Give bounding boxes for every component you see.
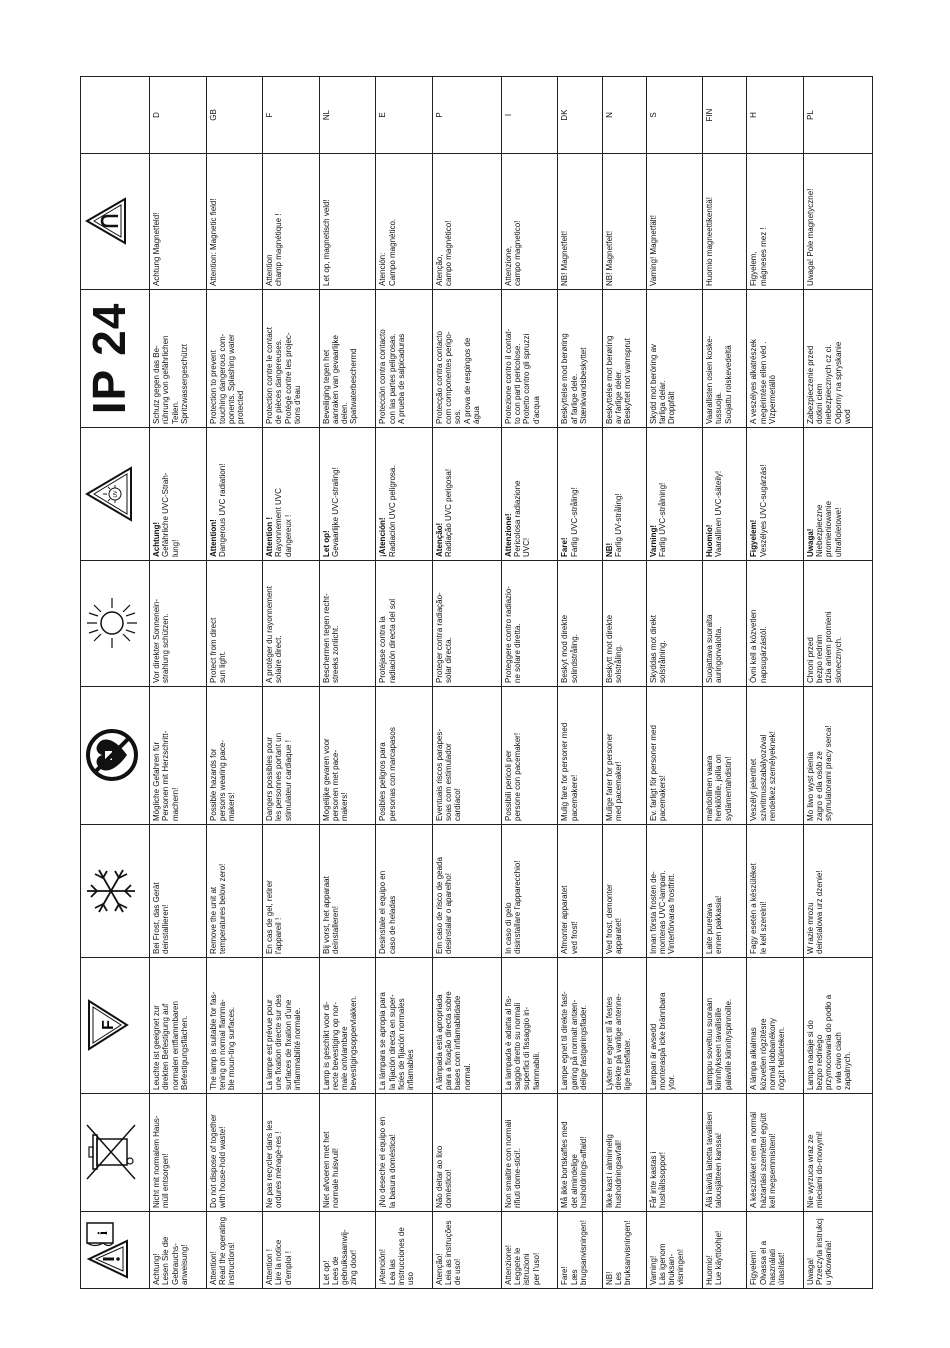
mounting-surface-text: Lykten er egnet til å festes direkte på vanlige antenne- lige festeflater. [604, 993, 633, 1090]
uvc-radiation-text-cell [558, 428, 602, 561]
language-row [150, 77, 207, 1289]
pacemaker-text: Ev. farligt för personer med pacemakers! [648, 725, 667, 821]
uvc-radiation-text: Uwaga! Niebezpieczne promieniowanie ultrafioletowe! [805, 500, 843, 557]
uvc-radiation-text: Varning! Farlig UVC-strålning! [648, 482, 667, 557]
language-row [376, 77, 433, 1289]
instructions-text-cell [319, 1212, 376, 1289]
mounting-surface-text-cell [150, 958, 207, 1094]
pacemaker-text-cell [150, 687, 207, 825]
ip-protection-text-cell [558, 290, 602, 428]
mounting-surface-text: Leuchte ist geeignet zur direkten Befestigung auf normalen entflammbaren Befestigungsflächen. [152, 1001, 189, 1090]
mounting-surface-text-cell [376, 958, 433, 1094]
frost-text: Remove the unit at temperatures below zero! [208, 863, 227, 954]
frost-text: Em caso de risco de geada desinstalar o aparelho! [434, 857, 454, 954]
pacemaker-text-cell [263, 687, 320, 825]
sunlight-text-cell [646, 561, 703, 687]
language-code: D [150, 77, 207, 154]
ip-protection-text-cell [602, 290, 646, 428]
pacemaker-text-cell [432, 687, 501, 825]
mounting-surface-text-cell [558, 958, 602, 1094]
language-row [501, 77, 558, 1289]
sunlight-text-cell [206, 561, 263, 687]
language-row [646, 77, 703, 1289]
mounting-surface-text: A lâmpada está apropriada para a fixação directa sobre bases com inflamabilidade normal. [434, 991, 472, 1090]
sunlight-text: Proteggere contro radiazio- ne solare diretta. [503, 586, 523, 683]
ip-protection-text: Zabezpieczenie przed dotkni ciem niebezpiecznych cz ci. Odporny na spryskanie wod [805, 341, 852, 424]
frost-text-cell [150, 825, 207, 958]
language-code: DK [558, 77, 602, 154]
disposal-text-cell [602, 1094, 646, 1212]
sunlight-text-cell [319, 561, 376, 687]
sunlight-text-cell [432, 561, 501, 687]
instructions-text: Atenção! Leia as instruções de uso! [434, 1220, 463, 1285]
sun-cell [81, 561, 150, 687]
instructions-text: Huomio! Lue käyttöohje! [705, 1230, 724, 1285]
magnetic-field-text: Atenção, campo magnético! [434, 220, 454, 286]
mounting-surface-text: Lampe egnet til direkte fast- gøring på normalt antæn- delige fastgøringsflader. [560, 991, 588, 1090]
language-code: NL [319, 77, 376, 154]
instructions-text-cell [558, 1212, 602, 1289]
ip-protection-text-cell [319, 290, 376, 428]
uvc-radiation-text: Figyelem! Veszélyes UVC-sugárzás! [749, 464, 768, 557]
pacemaker-cell [81, 687, 150, 825]
frost-text: W razie mrozu deinstalowa urz dzenie! [805, 870, 825, 954]
disposal-text-cell [558, 1094, 602, 1212]
uvc-radiation-text-cell [501, 428, 558, 561]
language-row [747, 77, 804, 1289]
frost-text: Afmonter apparatet ved frost! [560, 885, 579, 954]
magnetic-field-text: Achtung Magnetfeld! [152, 212, 161, 286]
pacemaker-text: Possibili pericoli per persone con pacemaker! [503, 732, 523, 821]
frost-text-cell [646, 825, 703, 958]
instructions-text-cell [501, 1212, 558, 1289]
instructions-text: Attention ! Lire la notice d'emploi ! [265, 1239, 293, 1285]
magnetic-field-text: NB! Magnetfelt! [560, 230, 570, 286]
magnetic-field-text-cell [501, 154, 558, 290]
magnetic-field-text-cell [703, 154, 747, 290]
uvc-radiation-text: Fare! Farlig UVC-stråling! [560, 487, 579, 557]
disposal-text: Nicht mit normalem Haus- müll entsorgen! [152, 1115, 171, 1208]
frost-text: En cas de gel, retirer l'appareil ! [265, 880, 284, 954]
instructions-text-cell [747, 1212, 804, 1289]
disposal-text: Non smaltire con normali rifiuti dome-stici!. [503, 1119, 523, 1208]
frost-text-cell [432, 825, 501, 958]
mounting-surface-text: La lampe est prévue pour une fixation directe sur des surfaces de fixation d'une inflammabilité normale. [265, 994, 302, 1090]
magnetic-field-text: Let op, magnetisch veld! [321, 199, 331, 286]
disposal-text: Ikke kast i alminnelig husholdningsavfall! [604, 1134, 623, 1208]
uvc-radiation-text-cell [263, 428, 320, 561]
disposal-text: Älä hävitä laitetta tavallisen talousjätteen kanssa! [705, 1111, 724, 1208]
mounting-surface-text: Lampan är avsedd monteraspå icke brännbara ytor. [648, 992, 677, 1090]
uvc-radiation-text: ¡Atención! Radiación UVC peligrosa. [378, 465, 397, 557]
mounting-surface-text: Lamppu soveltuu suoraan kiinnitykseen tavallisille palaville kiinnityspinnoille. [705, 997, 733, 1090]
sunlight-text-cell [747, 561, 804, 687]
magnetic-field-text-cell [150, 154, 207, 290]
magnetic-field-text: Attention champ magnétique ! [265, 213, 284, 286]
language-code: I [501, 77, 558, 154]
disposal-text: Må ikke bortskaffes med det almindelige husholdnings-affald! [560, 1121, 588, 1208]
mounting-surface-text-cell [263, 958, 320, 1094]
ip-protection-text: Protection to prevent touching dangerous com- ponents. Splashing water protected [208, 333, 246, 424]
uvc-radiation-text: NB! Farlig UV-stråling! [604, 493, 623, 557]
mounting-surface-text-cell [319, 958, 376, 1094]
sunlight-text-cell [376, 561, 433, 687]
sunlight-text: Óvni kell a közvetlen napsugárzástól. [749, 609, 768, 683]
language-code: N [602, 77, 646, 154]
magnetic-field-text-cell [803, 154, 872, 290]
sunlight-text: Proteger contra radiação- solar directa. [434, 592, 454, 683]
mounting-surface-text-cell [206, 958, 263, 1094]
instructions-text-cell [263, 1212, 320, 1289]
svg-text:F: F [100, 1020, 117, 1031]
frost-text-cell [263, 825, 320, 958]
read-instructions-warning-icon [83, 1219, 135, 1281]
pacemaker-text-cell [803, 687, 872, 825]
ip-protection-text-cell [747, 290, 804, 428]
instructions-text: Attention! Read the operating instructions! [208, 1216, 237, 1285]
disposal-text-cell [646, 1094, 703, 1212]
disposal-text: A készüléket nem a normál háztartási szeméttel együtt kell megsemmisíteni! [749, 1111, 777, 1208]
sunlight-text: Beskyt mod direkte solindstråling. [560, 614, 579, 683]
ip-protection-text: Schutz gegen das Be- rührung von gefährlichen Teilen. Spritzwassergeschützt [152, 335, 189, 424]
magnetic-field-text-cell [263, 154, 320, 290]
instructions-text: ¡Atención! Lea las instrucciones de uso [378, 1227, 416, 1285]
disposal-text: Får inte kastas i hushållssoppor! [648, 1151, 667, 1208]
language-code: PL [803, 77, 872, 154]
uvc-radiation-text-cell [432, 428, 501, 561]
uvc-radiation-text-cell [150, 428, 207, 561]
ip-protection-text-cell [432, 290, 501, 428]
frost-text: Desinstale el equipo en caso de heladas [378, 870, 397, 954]
pacemaker-text: Possible hazards for persons wearing pace- makers! [208, 740, 237, 821]
document-warning-cell [81, 1212, 150, 1289]
magnetic-field-text: Uwaga! Pole magnetyczne! [805, 188, 815, 286]
instructions-text-cell [150, 1212, 207, 1289]
ip-rating-label: IP 24 [83, 302, 135, 415]
ip-protection-text-cell [150, 290, 207, 428]
crossed-out-bin-icon [83, 1118, 139, 1188]
mounting-surface-text-cell [803, 958, 872, 1094]
sunlight-text-cell [150, 561, 207, 687]
language-row [206, 77, 263, 1289]
ip-protection-text-cell [263, 290, 320, 428]
magnetic-field-text: NB! Magnetfelt! [604, 230, 614, 286]
language-row [432, 77, 501, 1289]
no-pacemaker-icon [83, 727, 141, 785]
frost-text-cell [319, 825, 376, 958]
sunlight-text: Beskytt mot direkte solstråling. [604, 614, 623, 683]
ip-protection-text: Beveiliging tegen het aanraken van gevaarlijke delen. Spatwaterbeschermd [321, 335, 359, 424]
frost-text-cell [376, 825, 433, 958]
pacemaker-text-cell [747, 687, 804, 825]
language-row [703, 77, 747, 1289]
disposal-text-cell [319, 1094, 376, 1212]
language-code: P [432, 77, 501, 154]
instructions-text: Varning! Läs igenom bruksan- visningen! [648, 1243, 686, 1285]
frost-text-cell [703, 825, 747, 958]
pacemaker-text-cell [646, 687, 703, 825]
frost-text: Innan första frosten de- monteras UVC-lampan. Vinterförvaras frostfritt. [648, 870, 677, 954]
language-row [602, 77, 646, 1289]
magnetic-field-warning-icon [83, 196, 129, 248]
disposal-text-cell [432, 1094, 501, 1212]
sunlight-text: Protect from direct sun light. [208, 617, 227, 683]
instructions-text-cell [432, 1212, 501, 1289]
frost-text: In caso di gelo disinstallare l'apparecchio! [503, 860, 523, 954]
snowflake-icon [83, 863, 139, 919]
sunlight-text-cell [602, 561, 646, 687]
sun-icon [83, 595, 141, 653]
instructions-text: Attenzione! Leggete le istruzioni per l'uso! [503, 1244, 541, 1285]
mounting-surface-text: Lampa nadaje si do bezpo redniego przymocowania do podło a o wła ciwo ciach zapalnych. [805, 994, 852, 1090]
instructions-text-cell [376, 1212, 433, 1289]
magnet-warning-cell [81, 154, 150, 290]
pacemaker-text: mahdollinen vaara henkilöille, joilla on sydämentahdistin! [705, 754, 733, 821]
rotated-table-stage [80, 77, 873, 1289]
mounting-surface-text-cell [432, 958, 501, 1094]
instructions-text-cell [602, 1212, 646, 1289]
disposal-text-cell [501, 1094, 558, 1212]
language-row [263, 77, 320, 1289]
pacemaker-text-cell [558, 687, 602, 825]
pacemaker-text-cell [703, 687, 747, 825]
mounting-surface-text: Lamp is geschikt voor di- recte bevestiging op nor- male ontvlambare bevestigingsoppervlakken. [321, 995, 359, 1090]
ip-protection-text: A veszélyes alkatrészek megérintése ellen véd . Vízpermetálló [749, 339, 777, 424]
magnetic-field-text: Attenzione, campo magnetico! [503, 220, 523, 286]
language-code: GB [206, 77, 263, 154]
frost-text-cell [501, 825, 558, 958]
language-row [319, 77, 376, 1289]
magnetic-field-text-cell [747, 154, 804, 290]
instructions-text: Fare! Læs brugsanvisningen! [560, 1220, 588, 1285]
pacemaker-text: Mulig fare for personer med pacemakere! [560, 722, 579, 821]
ip-protection-text: Skydd mot beröring av farliga delar. Droppfält [648, 343, 677, 424]
pacemaker-text: Dangers possibles pour les personnes portant un stimulateur cardiaque ! [265, 732, 293, 821]
sunlight-text-cell [263, 561, 320, 687]
snowflake-cell [81, 825, 150, 958]
disposal-text-cell [747, 1094, 804, 1212]
ip-protection-text-cell [376, 290, 433, 428]
mounting-surface-text-cell [747, 958, 804, 1094]
instructions-text: Uwaga! Przeczyta instrukcj u ytkowania! [805, 1218, 834, 1285]
instructions-text-cell [703, 1212, 747, 1289]
ip-protection-text-cell [703, 290, 747, 428]
sunlight-text: Protéjase contra la radiación directa del sol [378, 598, 397, 683]
frost-text: Ved frost, demonter apparatet! [604, 884, 623, 954]
uvc-radiation-text: Atenção! Radiação UVC perigosa! [434, 468, 454, 557]
sunlight-text: Beschermen tegen recht- streeks zonlicht. [321, 593, 340, 683]
uvc-radiation-text-cell [803, 428, 872, 561]
uvc-radiation-text: Attention! Dangerous UVC radiation! [208, 463, 227, 557]
mounting-surface-text-cell [501, 958, 558, 1094]
language-row [803, 77, 872, 1289]
frost-text-cell [803, 825, 872, 958]
frost-text: Bij vorst, het apparaat deïnstalleren! [321, 876, 340, 954]
sunlight-text: A protéger du rayonnement solaire direct. [265, 586, 284, 683]
language-code: F [263, 77, 320, 154]
pacemaker-text: Mogelijke gevaren voor personen met pace- makers! [321, 738, 350, 821]
ip-protection-text-cell [206, 290, 263, 428]
pacemaker-text-cell [602, 687, 646, 825]
uvc-radiation-text: Huomio! Vaarallinen UVC-säteily! [705, 470, 724, 557]
sunlight-text-cell [558, 561, 602, 687]
uvc-warning-cell [81, 428, 150, 561]
pacemaker-text: Mo liwo wyst pienia zagro e dla osób ze stymulatorami pracy serca! [805, 725, 834, 821]
frost-text: Laite puretava ennen pakkasia! [705, 895, 724, 954]
disposal-text: Ne pas recycler dans les ordures ménagè-res ! [265, 1120, 284, 1208]
frost-text-cell [558, 825, 602, 958]
magnetic-field-text-cell [646, 154, 703, 290]
magnetic-field-text: Atención: Campo magnético. [378, 218, 397, 286]
mounting-surface-text: La lámpara se apropia para la fijación directa en super- ficies de fijación normales inflamables [378, 992, 416, 1090]
pacemaker-text: Eventuais riscos parapes- soas com estimulador cardíaco! [434, 728, 463, 821]
sunlight-text: Chroni przed bezpo rednim dzia aniem promieni slonecznych. [805, 611, 843, 683]
mounting-surface-text: La lampada è adatta al fis- saggio diretto su normali superfici di fissaggio in- fiammabili. [503, 995, 541, 1090]
ip-protection-text-cell [803, 290, 872, 428]
ip-protection-text: Protección contra contacto con las partes peligrosas. A prueba de salpicaduras [378, 329, 406, 424]
bin-cell [81, 1094, 150, 1212]
disposal-text-cell [703, 1094, 747, 1212]
disposal-text: Não deitar ao lixo doméstico! [434, 1145, 454, 1208]
instructions-text-cell [646, 1212, 703, 1289]
ip-protection-text-cell [501, 290, 558, 428]
magnetic-field-text-cell [376, 154, 433, 290]
ip-protection-text-cell [646, 290, 703, 428]
uvc-warning-icon [83, 464, 135, 524]
sunlight-text: Suojattava suoralta auringonvalolta. [705, 614, 724, 683]
uvc-radiation-text-cell [376, 428, 433, 561]
frost-text: Bei Frost, das Gerät deinstallieren! [152, 882, 171, 954]
language-code: H [747, 77, 804, 154]
svg-text:UV: UV [113, 490, 119, 498]
pacemaker-text-cell [206, 687, 263, 825]
mounting-surface-text-cell [703, 958, 747, 1094]
language-code: FIN [703, 77, 747, 154]
disposal-text-cell [150, 1094, 207, 1212]
pacemaker-text: Posibles peligros para personas con marcapasos [378, 727, 397, 821]
ip-protection-text: Protection contre le contact de pièces dangereuses. Protégé contre les projec- tions d'eau [265, 327, 302, 424]
language-row [558, 77, 602, 1289]
disposal-text-cell [376, 1094, 433, 1212]
magnetic-field-text-cell [602, 154, 646, 290]
corner-blank-cell [81, 77, 150, 154]
mounting-surface-text: The lamp is suitable for fas- tening on normal flamma- ble moun-ting surfaces. [208, 991, 237, 1090]
instructions-text: Figyelem! Olvassa el a használati útasítást! [749, 1240, 787, 1285]
pacemaker-text: Mulige farer for personer med pacemaker! [604, 733, 623, 821]
language-code: S [646, 77, 703, 154]
pacemaker-text-cell [319, 687, 376, 825]
instructions-text-cell [206, 1212, 263, 1289]
magnetic-field-text-cell [319, 154, 376, 290]
disposal-text: ¡No deseche el equipo en la basura doméstica! [378, 1116, 397, 1208]
safety-symbols-table [80, 76, 873, 1289]
magnetic-field-text-cell [206, 154, 263, 290]
pacemaker-text-cell [376, 687, 433, 825]
uvc-radiation-text: Attenzione! Pericolosa radiazione UVC! [503, 480, 532, 557]
uvc-radiation-text-cell [747, 428, 804, 561]
sunlight-text-cell [703, 561, 747, 687]
sunlight-text: Vor direkter Sonnenein- strahlung schützen. [152, 598, 171, 683]
frost-text-cell [206, 825, 263, 958]
sunlight-text-cell [501, 561, 558, 687]
uvc-radiation-text-cell [703, 428, 747, 561]
svg-text:i: i [96, 1231, 111, 1235]
magnetic-field-text: Huomio magneettikenttä! [705, 197, 715, 286]
magnetic-field-text: Figyelem, mágneses mez ! [749, 227, 768, 286]
disposal-text-cell [263, 1094, 320, 1212]
symbol-row [81, 77, 150, 1289]
pacemaker-text: Veszélyt jelenthet szívritmusszabályozóval rendelkez személyeknek! [749, 731, 777, 821]
frost-text-cell [747, 825, 804, 958]
uvc-radiation-text: Let op! Gevaarlijke UVC-straling! [321, 467, 340, 557]
uvc-radiation-text-cell [646, 428, 703, 561]
frost-text-cell [602, 825, 646, 958]
mounting-surface-text-cell [646, 958, 703, 1094]
sunlight-text-cell [803, 561, 872, 687]
ip-protection-text: Protezione contro il contat- to con parti pericolose. Protetto contro gli spruzzi d'acqua [503, 328, 541, 424]
f-mark-triangle-icon [83, 998, 131, 1054]
ip-rating-cell [81, 290, 150, 428]
uvc-radiation-text-cell [602, 428, 646, 561]
uvc-radiation-text-cell [206, 428, 263, 561]
ip-protection-text: Beskyttelse mot berøring av farlige deler. Beskyttet mot vannsprut [604, 335, 633, 424]
ip-protection-text: Beskyttelse mod berøring af farlige dele. Stænkvandsbeskyttet [560, 333, 588, 424]
pacemaker-text: Mögliche Gefahren für Personen mit Herzschritt- machern! [152, 730, 180, 821]
mounting-surface-text: A lámpa alkalmas közvetlen rögzítésre normál lobbanékony rögzít felületeken. [749, 1017, 787, 1090]
disposal-text-cell [206, 1094, 263, 1212]
magnetic-field-text-cell [558, 154, 602, 290]
disposal-text: Do not dispose of together with house-hold waste! [208, 1114, 227, 1208]
instructions-text-cell [803, 1212, 872, 1289]
f-mark-cell [81, 958, 150, 1094]
magnetic-field-text: Attention: Magnetic field! [208, 198, 218, 286]
language-code: E [376, 77, 433, 154]
disposal-text: Niet afvoeren met het normale huisvuil! [321, 1131, 340, 1208]
frost-text: Fagy esetén a készüléket le kell szerelni! [749, 863, 768, 954]
ip-protection-text: Vaarallisten osien koske- tussuoja. Suojattu roiskevedeltä [705, 335, 733, 424]
instructions-text: Let op! Lees de gebruiksaanwij- zing door! [321, 1229, 359, 1285]
mounting-surface-text-cell [602, 958, 646, 1094]
pacemaker-text-cell [501, 687, 558, 825]
disposal-text-cell [803, 1094, 872, 1212]
ip-protection-text: Protecção contra contacto com componentes perigo- sos. A prova de respingos de água [434, 331, 481, 424]
uvc-radiation-text: Achtung! Gefährliche UVC-Strah- lung! [152, 472, 180, 557]
magnetic-field-text-cell [432, 154, 501, 290]
instructions-text: Achtung! Lesen Sie die Gebrauchs- anweisung! [152, 1236, 189, 1285]
sunlight-text: Skyddas mot direkt solstrålning. [648, 614, 667, 683]
uvc-radiation-text-cell [319, 428, 376, 561]
magnetic-field-text: Varning! Magnetfält! [648, 214, 658, 286]
uvc-radiation-text: Attention ! Rayonnement UVC dangereux ! [265, 488, 293, 557]
disposal-text: Nie wyrzuca wraz ze mieciami do-mowymi! [805, 1131, 825, 1208]
instructions-text: NB! Les bruksanvisningen! [604, 1220, 633, 1285]
